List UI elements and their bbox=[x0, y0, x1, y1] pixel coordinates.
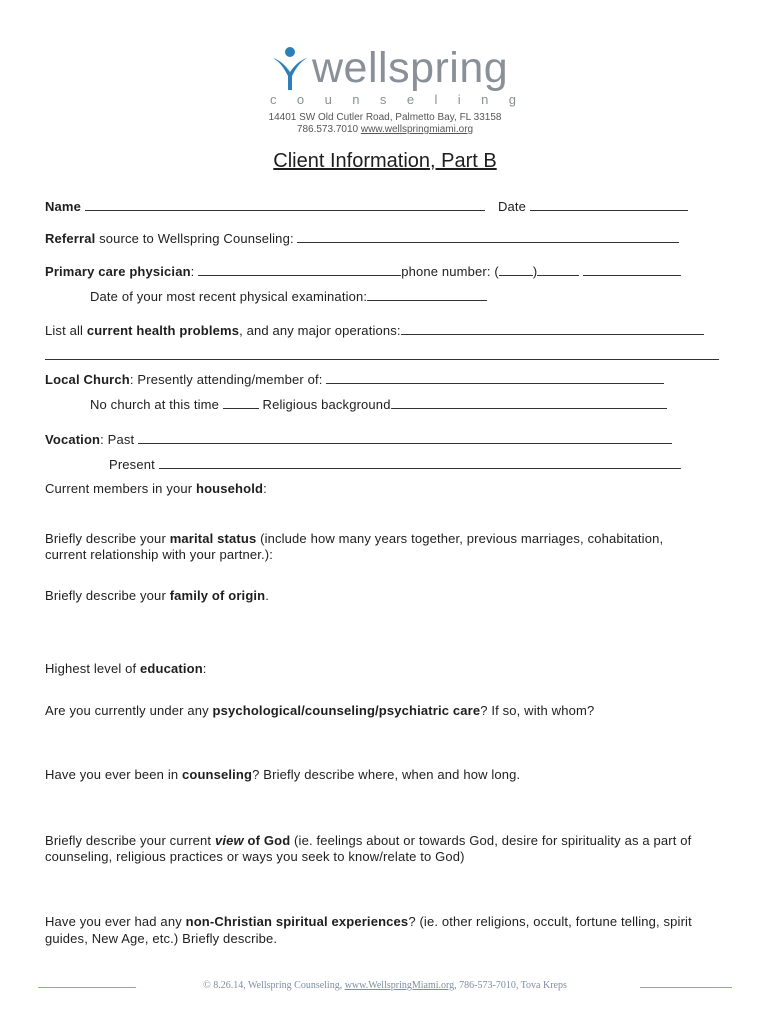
footer-post: , 786-573-7010, Tova Kreps bbox=[454, 980, 567, 991]
date-label: Date bbox=[498, 199, 527, 214]
footer-link[interactable]: www.WellspringMiami.org bbox=[344, 980, 455, 991]
education-row bbox=[45, 661, 207, 676]
referral-label-bold: Referral bbox=[45, 231, 96, 246]
church-bold: Local Church bbox=[45, 372, 130, 387]
health-post: , and any major operations: bbox=[239, 323, 401, 338]
logo-subtitle: c o u n s e l i n g bbox=[270, 92, 516, 107]
vocation-past-field[interactable] bbox=[138, 432, 672, 444]
counseling-bold: counseling bbox=[182, 767, 253, 782]
counseling-post: ? Briefly describe where, when and how long. bbox=[252, 767, 521, 782]
church-label: : Presently attending/member of: bbox=[129, 372, 323, 387]
website-link[interactable]: www.wellspringmiami.org bbox=[360, 124, 474, 135]
present-label: Present bbox=[109, 457, 155, 472]
wellspring-logo bbox=[270, 44, 530, 108]
referral-label: source to Wellspring Counseling: bbox=[95, 231, 294, 246]
education-pre: Highest level of bbox=[45, 661, 141, 676]
footer bbox=[0, 980, 770, 991]
education-post: : bbox=[202, 661, 207, 676]
family-bold: family of origin bbox=[169, 588, 266, 603]
address-line: 14401 SW Old Cutler Road, Palmetto Bay, FL 33158 bbox=[268, 112, 502, 123]
health-row bbox=[45, 323, 704, 338]
marital-post: (include how many years together, previous marriages, cohabitation, bbox=[256, 531, 664, 546]
household-bold: household bbox=[195, 481, 264, 496]
phone-number-field[interactable] bbox=[583, 264, 681, 276]
contact-line bbox=[0, 124, 770, 135]
referral-field[interactable] bbox=[297, 231, 679, 243]
church-field[interactable] bbox=[326, 372, 664, 384]
marital-pre: Briefly describe your bbox=[45, 531, 170, 546]
footer-pre: © 8.26.14, Wellspring Counseling, bbox=[203, 980, 345, 991]
god-post: (ie. feelings about or towards God, desire for spirituality as a part of bbox=[290, 833, 692, 848]
health-field-line2[interactable] bbox=[45, 359, 719, 360]
physician-row: Primary care physician: phone number: ( ) bbox=[45, 264, 681, 279]
present-row bbox=[109, 457, 681, 472]
god-pre: Briefly describe your current bbox=[45, 833, 215, 848]
household-pre: Current members in your bbox=[45, 481, 196, 496]
exam-label: Date of your most recent physical examination: bbox=[90, 289, 368, 304]
care-pre: Are you currently under any bbox=[45, 703, 213, 718]
physician-field[interactable] bbox=[198, 264, 401, 276]
vocation-row bbox=[45, 432, 672, 447]
family-row bbox=[45, 588, 269, 603]
vocation-bold: Vocation bbox=[45, 432, 101, 447]
area-code-field[interactable] bbox=[499, 264, 533, 276]
name-field[interactable] bbox=[85, 199, 485, 211]
spirit-row-2: guides, New Age, etc.) Briefly describe. bbox=[45, 931, 278, 946]
exam-field[interactable] bbox=[367, 289, 487, 301]
god-bold: of God bbox=[243, 833, 291, 848]
exam-row bbox=[90, 289, 487, 304]
household-post: : bbox=[263, 481, 267, 496]
name-label: Name bbox=[45, 199, 82, 214]
god-row-2: counseling, religious practices or ways you seek to know/relate to God) bbox=[45, 849, 465, 864]
marital-row-2: current relationship with your partner.): bbox=[45, 547, 273, 562]
spirit-post: ? (ie. other religions, occult, fortune telling, spirit bbox=[408, 914, 692, 929]
phone-label: phone number: ( bbox=[401, 264, 499, 279]
counseling-pre: Have you ever been in bbox=[45, 767, 182, 782]
phone-text: 786.573.7010 bbox=[296, 124, 359, 135]
vocation-label: : Past bbox=[100, 432, 135, 447]
religious-label: Religious background bbox=[262, 397, 391, 412]
care-post: ? If so, with whom? bbox=[480, 703, 595, 718]
family-post: . bbox=[265, 588, 270, 603]
referral-row bbox=[45, 231, 679, 246]
marital-bold: marital status bbox=[169, 531, 257, 546]
church-row bbox=[45, 372, 664, 387]
physician-label: Primary care physician bbox=[45, 264, 191, 279]
god-bold-italic: view bbox=[214, 833, 244, 848]
vocation-present-field[interactable] bbox=[159, 457, 681, 469]
health-field[interactable] bbox=[401, 323, 704, 335]
logo-figure-icon bbox=[270, 46, 310, 92]
household-row bbox=[45, 481, 267, 496]
phone-prefix-field[interactable] bbox=[537, 264, 579, 276]
date-field[interactable] bbox=[530, 199, 688, 211]
education-bold: education bbox=[140, 661, 203, 676]
spirit-bold: non-Christian spiritual experiences bbox=[185, 914, 409, 929]
religious-row bbox=[90, 397, 667, 412]
care-bold: psychological/counseling/psychiatric care bbox=[212, 703, 481, 718]
name-row bbox=[45, 199, 485, 214]
spirit-row bbox=[45, 914, 692, 929]
date-row bbox=[498, 199, 688, 214]
health-bold: current health problems bbox=[86, 323, 240, 338]
counseling-row bbox=[45, 767, 520, 782]
spirit-pre: Have you ever had any bbox=[45, 914, 186, 929]
marital-row bbox=[45, 531, 663, 546]
logo-wordmark: wellspring bbox=[312, 44, 509, 92]
god-row bbox=[45, 833, 691, 848]
footer-rule-right bbox=[640, 987, 732, 988]
phone-close: ) bbox=[532, 264, 538, 279]
page-title: Client Information, Part B bbox=[273, 150, 497, 172]
no-church-field[interactable] bbox=[223, 397, 259, 409]
care-row bbox=[45, 703, 594, 718]
health-pre: List all bbox=[45, 323, 87, 338]
no-church-label: No church at this time bbox=[90, 397, 220, 412]
religious-field[interactable] bbox=[391, 397, 667, 409]
family-pre: Briefly describe your bbox=[45, 588, 170, 603]
